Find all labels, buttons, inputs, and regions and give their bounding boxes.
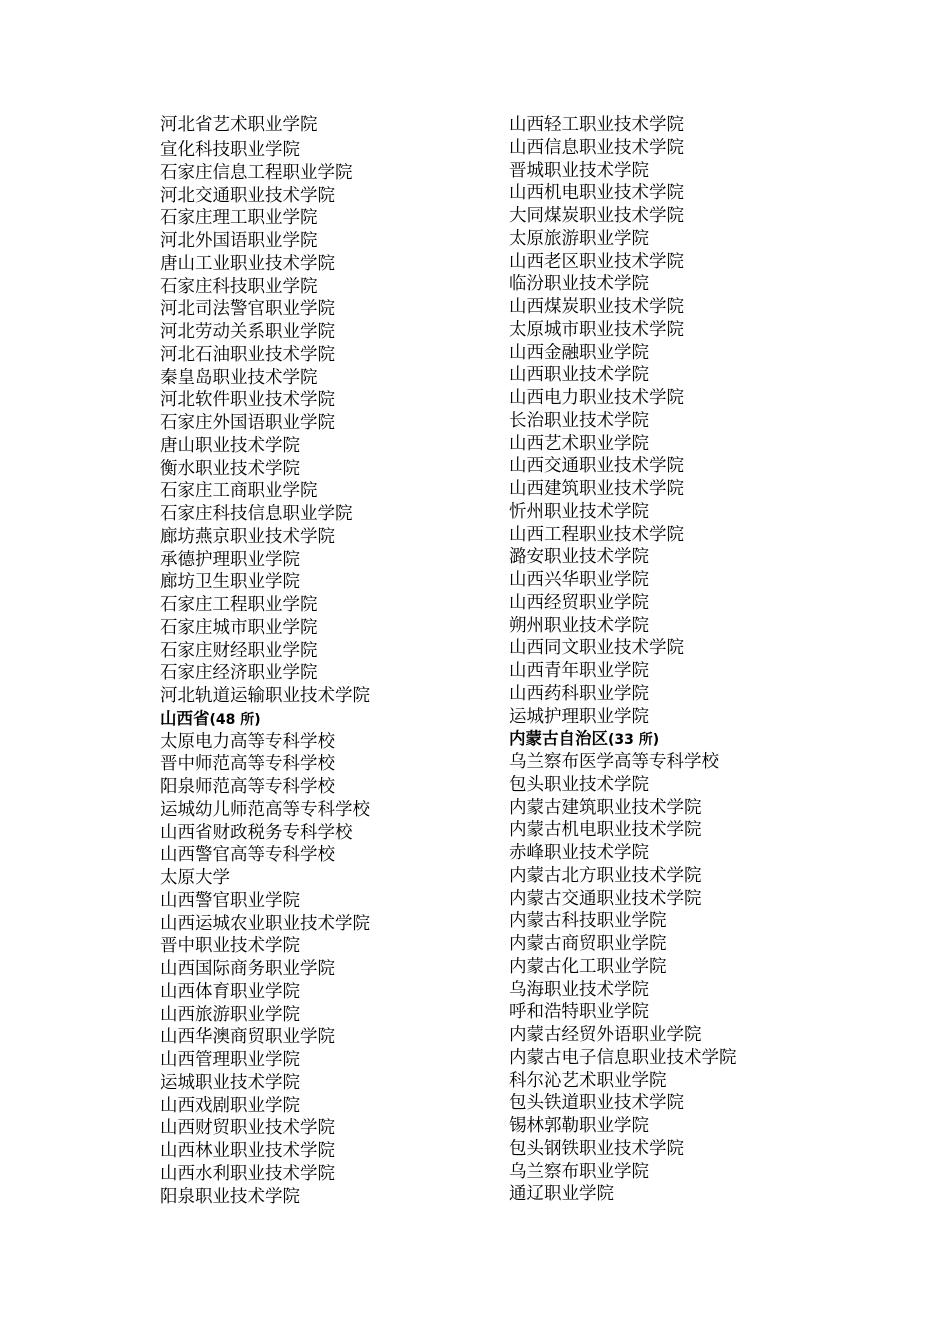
list-item: 运城职业技术学院 (160, 1072, 300, 1093)
list-item: 包头铁道职业技术学院 (509, 1093, 684, 1114)
list-item: 秦皇岛职业技术学院 (160, 367, 318, 388)
list-item: 长治职业技术学院 (509, 410, 649, 431)
list-item: 山西轻工职业技术学院 (509, 115, 684, 135)
list-item: 山西职业技术学院 (509, 365, 649, 386)
list-item: 河北劳动关系职业学院 (160, 322, 335, 342)
list-item: 石家庄经济职业学院 (160, 663, 318, 684)
list-item: 山西经贸职业学院 (509, 592, 649, 613)
list-item: 乌兰察布职业学院 (509, 1161, 649, 1182)
list-item: 唐山工业职业技术学院 (160, 253, 335, 274)
list-item: 内蒙古建筑职业技术学院 (509, 797, 702, 818)
list-item: 运城护理职业学院 (509, 706, 649, 727)
list-item: 内蒙古科技职业学院 (509, 911, 667, 932)
list-item: 宣化科技职业学院 (160, 140, 300, 160)
list-item: 内蒙古机电职业技术学院 (509, 820, 702, 841)
list-item: 太原大学 (160, 868, 230, 888)
list-item: 河北石油职业技术学院 (160, 344, 335, 365)
list-item: 山西机电职业技术学院 (509, 183, 684, 204)
neimenggu-list (509, 751, 829, 1206)
list-item: 山西艺术职业学院 (509, 433, 649, 454)
list-item: 山西旅游职业学院 (160, 1004, 300, 1025)
list-item: 呼和浩特职业学院 (509, 1002, 649, 1023)
list-item: 乌兰察布医学高等专科学校 (509, 752, 719, 772)
list-item: 山西建筑职业技术学院 (509, 479, 684, 499)
list-item: 阳泉职业技术学院 (160, 1186, 300, 1207)
list-item: 临汾职业技术学院 (509, 274, 649, 295)
list-item: 石家庄理工职业学院 (160, 208, 318, 229)
list-item: 包头钢铁职业技术学院 (509, 1138, 684, 1159)
list-item: 太原城市职业技术学院 (509, 319, 684, 340)
list-item: 山西警官职业学院 (160, 890, 300, 911)
list-item: 石家庄外国语职业学院 (160, 413, 335, 433)
list-item: 山西财贸职业技术学院 (160, 1118, 335, 1139)
list-item: 山西国际商务职业学院 (160, 959, 335, 979)
list-item: 朔州职业技术学院 (509, 615, 649, 636)
list-item: 石家庄科技职业学院 (160, 276, 318, 297)
list-item: 山西兴华职业学院 (509, 570, 649, 590)
list-item: 内蒙古化工职业学院 (509, 956, 667, 977)
list-item: 内蒙古电子信息职业技术学院 (509, 1047, 737, 1068)
list-item: 石家庄工商职业学院 (160, 481, 318, 502)
list-item: 内蒙古交通职业技术学院 (509, 888, 702, 909)
list-item: 山西省财政税务专科学校 (160, 822, 353, 843)
province-name: 山西省 (160, 708, 210, 728)
list-item: 山西戏剧职业学院 (160, 1095, 300, 1116)
list-item: 内蒙古经贸外语职业学院 (509, 1025, 702, 1045)
list-item: 山西体育职业学院 (160, 981, 300, 1002)
list-item: 山西工程职业技术学院 (509, 524, 684, 545)
list-item: 衡水职业技术学院 (160, 458, 300, 479)
list-item: 山西信息职业技术学院 (509, 137, 684, 158)
list-item: 山西交通职业技术学院 (509, 456, 684, 477)
right-column (509, 114, 829, 1206)
list-item: 石家庄财经职业学院 (160, 640, 318, 661)
list-item: 河北交通职业技术学院 (160, 185, 335, 206)
province-name: 内蒙古自治区 (509, 729, 608, 749)
list-item: 山西电力职业技术学院 (509, 388, 684, 408)
list-item: 河北轨道运输职业技术学院 (160, 686, 370, 706)
list-item: 晋中职业技术学院 (160, 936, 300, 957)
list-item: 河北外国语职业学院 (160, 231, 318, 251)
list-item: 阳泉师范高等专科学校 (160, 777, 335, 797)
list-item: 承德护理职业学院 (160, 549, 300, 570)
list-item: 廊坊燕京职业技术学院 (160, 526, 335, 547)
neimenggu-heading (509, 728, 829, 751)
list-item: 河北省艺术职业学院 (160, 115, 318, 135)
hebei-list (160, 114, 480, 708)
list-item: 乌海职业技术学院 (509, 979, 649, 1000)
list-item: 山西警官高等专科学校 (160, 845, 335, 866)
list-item: 晋城职业技术学院 (509, 160, 649, 181)
school-count: (48 所) (209, 711, 261, 728)
list-item: 包头职业技术学院 (509, 774, 649, 795)
list-item: 山西同文职业技术学院 (509, 638, 684, 659)
list-item: 山西华澳商贸职业学院 (160, 1027, 335, 1048)
list-item: 石家庄城市职业学院 (160, 617, 318, 638)
shanxi-list (160, 731, 480, 1209)
list-item: 锡林郭勒职业学院 (509, 1116, 649, 1136)
school-count: (33 所) (608, 732, 660, 749)
list-item: 山西煤炭职业技术学院 (509, 297, 684, 317)
list-item: 山西老区职业技术学院 (509, 251, 684, 272)
list-item: 内蒙古商贸职业学院 (509, 934, 667, 954)
list-item: 山西青年职业学院 (509, 661, 649, 681)
list-item: 河北司法警官职业学院 (160, 299, 335, 320)
list-item: 山西药科职业学院 (509, 683, 649, 704)
list-item: 赤峰职业技术学院 (509, 843, 649, 863)
list-item: 晋中师范高等专科学校 (160, 754, 335, 775)
left-column (160, 114, 480, 1208)
list-item: 河北软件职业技术学院 (160, 390, 335, 411)
list-item: 山西金融职业学院 (509, 342, 649, 363)
list-item: 忻州职业技术学院 (509, 501, 649, 522)
shanxi-heading (160, 708, 480, 731)
list-item: 廊坊卫生职业学院 (160, 572, 300, 593)
list-item: 石家庄工程职业学院 (160, 595, 318, 615)
list-item: 山西管理职业学院 (160, 1050, 300, 1070)
shanxi-list-continued (509, 114, 829, 728)
list-item: 太原电力高等专科学校 (160, 731, 335, 752)
list-item: 运城幼儿师范高等专科学校 (160, 799, 370, 820)
list-item: 科尔沁艺术职业学院 (509, 1070, 667, 1091)
list-item: 石家庄信息工程职业学院 (160, 162, 353, 183)
list-item: 山西林业职业技术学院 (160, 1141, 335, 1161)
list-item: 山西运城农业职业技术学院 (160, 913, 370, 934)
list-item: 内蒙古北方职业技术学院 (509, 865, 702, 886)
list-item: 山西水利职业技术学院 (160, 1163, 335, 1184)
list-item: 大同煤炭职业技术学院 (509, 206, 684, 226)
list-item: 石家庄科技信息职业学院 (160, 504, 353, 524)
list-item: 通辽职业学院 (509, 1184, 614, 1205)
list-item: 潞安职业技术学院 (509, 547, 649, 568)
list-item: 唐山职业技术学院 (160, 435, 300, 456)
list-item: 太原旅游职业学院 (509, 228, 649, 249)
